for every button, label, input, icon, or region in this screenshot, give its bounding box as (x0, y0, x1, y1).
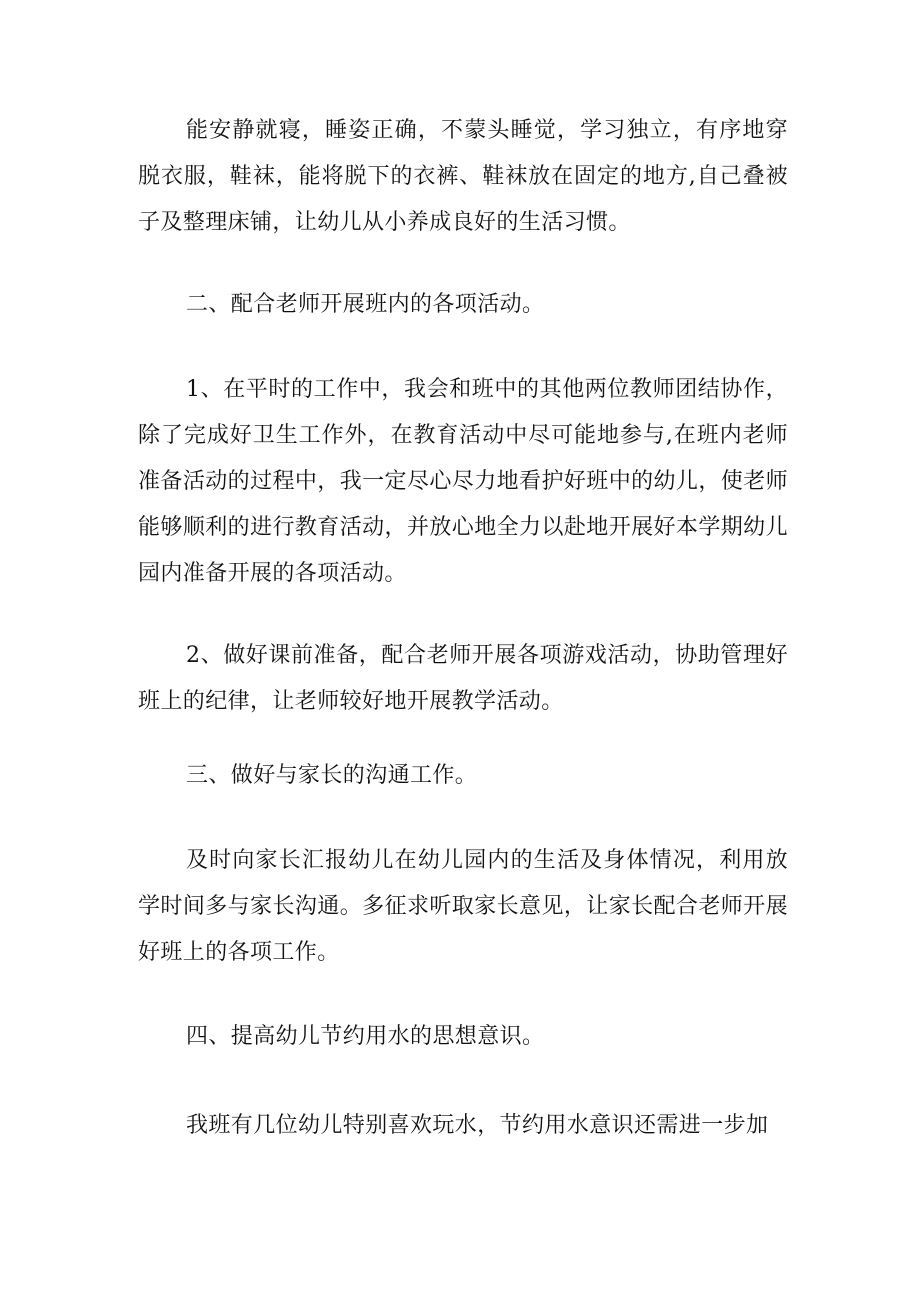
section-heading-4: 四、提高幼儿节约用水的思想意识。 (186, 1024, 545, 1049)
paragraph-water-saving: 我班有几位幼儿特别喜欢玩水，节约用水意识还需进一步加 (186, 1113, 769, 1138)
paragraph-sleep-habits: 能安静就寝，睡姿正确，不蒙头睡觉，学习独立，有序地穿脱衣服，鞋袜，能将脱下的衣裤、鞋袜放在固定的地方,自己叠被子及整理床铺，让幼儿从小养成良好的生活习惯。 (138, 118, 788, 235)
section-heading-3: 三、做好与家长的沟通工作。 (186, 763, 478, 788)
paragraph-class-preparation: 2、做好课前准备，配合老师开展各项游戏活动，协助管理好班上的纪律，让老师较好地开展教学活动。 (138, 643, 788, 714)
paragraph-teamwork: 1、在平时的工作中，我会和班中的其他两位教师团结协作，除了完成好卫生工作外，在教育活动中尽可能地参与,在班内老师准备活动的过程中，我一定尽心尽力地看护好班中的幼儿，使老师能够顺利的进行教育活动，并放心地全力以赴地开展好本学期幼儿园内准备开展的各项活动。 (138, 377, 788, 586)
section-heading-2: 二、配合老师开展班内的各项活动。 (186, 292, 545, 317)
paragraph-parent-communication: 及时向家长汇报幼儿在幼儿园内的生活及身体情况，利用放学时间多与家长沟通。多征求听取家长意见，让家长配合老师开展好班上的各项工作。 (138, 848, 788, 965)
